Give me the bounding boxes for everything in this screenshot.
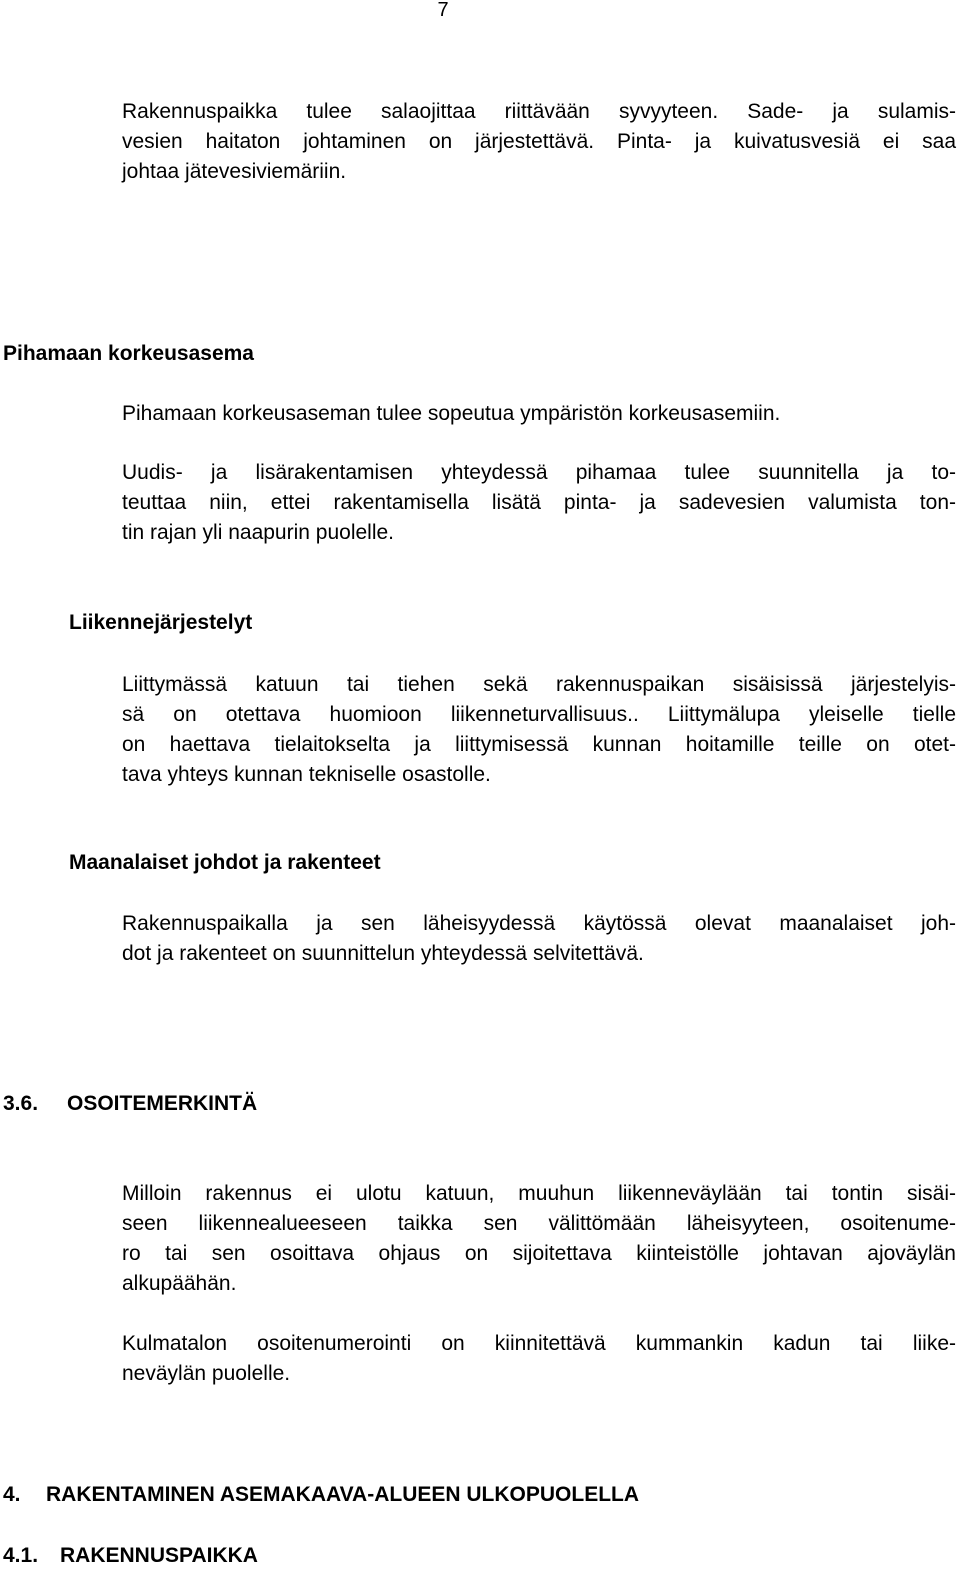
- text-line: tava yhteys kunnan tekniselle osastolle.: [122, 763, 491, 786]
- text-line: Rakennuspaikalla ja sen läheisyydessä käytössä olevat maanalaiset joh-: [122, 912, 956, 935]
- text-line: johtaa jätevesiviemäriin.: [122, 160, 347, 183]
- paragraph-drainage: [122, 97, 956, 187]
- subsection-heading: [3, 1543, 258, 1569]
- section-number: 3.6.: [3, 1092, 39, 1115]
- text-line: seen liikennealueeseen taikka sen välittömään läheisyyteen, osoitenume-: [122, 1212, 956, 1235]
- section-heading-yard-level: Pihamaan korkeusasema: [3, 342, 254, 365]
- paragraph-traffic: [122, 670, 956, 790]
- text-line: Milloin rakennus ei ulotu katuun, muuhun liikenneväylään tai tontin sisäi-: [122, 1182, 956, 1205]
- section-title: OSOITEMERKINTÄ: [67, 1092, 258, 1115]
- chapter-heading: [3, 1482, 639, 1508]
- section-heading-underground: Maanalaiset johdot ja rakenteet: [69, 851, 381, 874]
- subsection-title: RAKENNUSPAIKKA: [60, 1544, 258, 1567]
- text-line: tin rajan yli naapurin puolelle.: [122, 521, 395, 544]
- text-line: alkupäähän.: [122, 1272, 237, 1295]
- paragraph-yard-level-1: [122, 399, 956, 429]
- text-line: Liittymässä katuun tai tiehen sekä rakennuspaikan sisäisissä järjestelyis-: [122, 673, 956, 696]
- paragraph-address-2: [122, 1329, 956, 1389]
- section-heading-traffic: Liikennejärjestelyt: [69, 611, 253, 634]
- text-line: Pihamaan korkeusaseman tulee sopeutua ympäristön korkeusasemiin.: [122, 402, 781, 425]
- paragraph-address-1: [122, 1179, 956, 1299]
- paragraph-underground: [122, 909, 956, 969]
- text-line: ro tai sen osoittava ohjaus on sijoitettava kiinteistölle johtavan ajoväylän: [122, 1242, 956, 1265]
- text-line: on haettava tielaitokselta ja liittymisessä kunnan hoitamille teille on otet-: [122, 733, 956, 756]
- paragraph-yard-level-2: [122, 458, 956, 548]
- text-line: Rakennuspaikka tulee salaojittaa riittävään syvyyteen. Sade- ja sulamis-: [122, 100, 956, 123]
- chapter-title: RAKENTAMINEN ASEMAKAAVA-ALUEEN ULKOPUOLELLA: [46, 1483, 640, 1506]
- text-line: vesien haitaton johtaminen on järjestettävä. Pinta- ja kuivatusvesiä ei saa: [122, 130, 956, 153]
- subsection-number: 4.1.: [3, 1544, 39, 1567]
- text-line: sä on otettava huomioon liikenneturvallisuus.. Liittymälupa yleiselle tielle: [122, 703, 956, 726]
- text-line: neväylän puolelle.: [122, 1362, 291, 1385]
- text-line: Uudis- ja lisärakentamisen yhteydessä pihamaa tulee suunnitella ja to-: [122, 461, 956, 484]
- chapter-number: 4.: [3, 1483, 21, 1506]
- page-number: 7: [437, 0, 449, 21]
- text-line: teuttaa niin, ettei rakentamisella lisätä pinta- ja sadevesien valumista ton-: [122, 491, 956, 514]
- text-line: dot ja rakenteet on suunnittelun yhteydessä selvitettävä.: [122, 942, 644, 965]
- section-heading-address: [3, 1091, 257, 1117]
- text-line: Kulmatalon osoitenumerointi on kiinnitettävä kummankin kadun tai liike-: [122, 1332, 956, 1355]
